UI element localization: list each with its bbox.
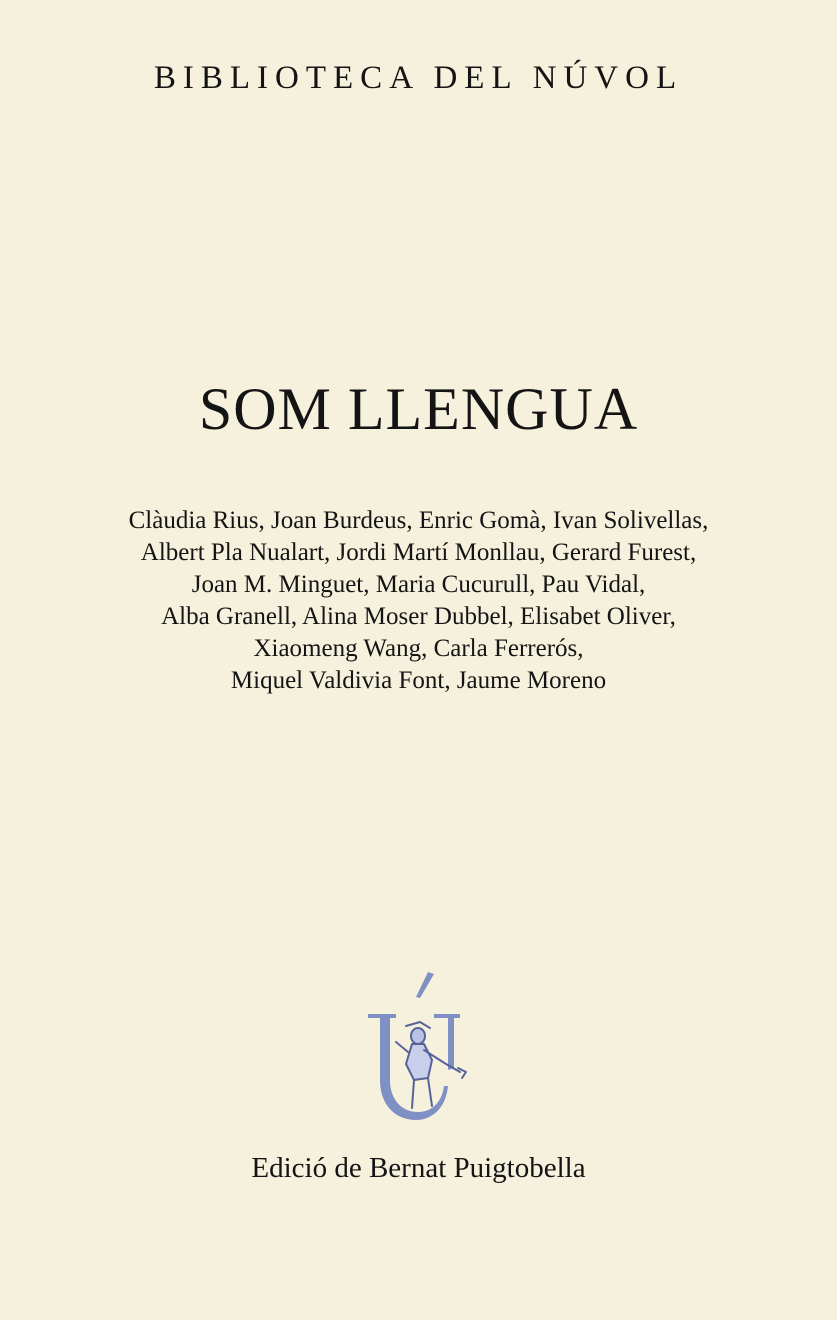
author-line: Alba Granell, Alina Moser Dubbel, Elisabet Oliver, xyxy=(161,603,676,630)
publisher-logo-icon xyxy=(362,968,474,1126)
author-line: Joan M. Minguet, Maria Cucurull, Pau Vidal, xyxy=(191,571,646,598)
author-line: Xiaomeng Wang, Carla Ferrerós, xyxy=(253,635,584,662)
editor-credit: Edició de Bernat Puigtobella xyxy=(251,1152,586,1184)
series-name: BIBLIOTECA DEL NÚVOL xyxy=(153,60,684,96)
author-line: Albert Pla Nualart, Jordi Martí Monllau, Gerard Furest, xyxy=(140,539,697,566)
author-list xyxy=(0,505,837,697)
author-line: Clàudia Rius, Joan Burdeus, Enric Gomà, Ivan Solivellas, xyxy=(128,507,709,534)
author-line: Miquel Valdivia Font, Jaume Moreno xyxy=(230,667,607,694)
book-title: SOM LLENGUA xyxy=(198,376,639,442)
